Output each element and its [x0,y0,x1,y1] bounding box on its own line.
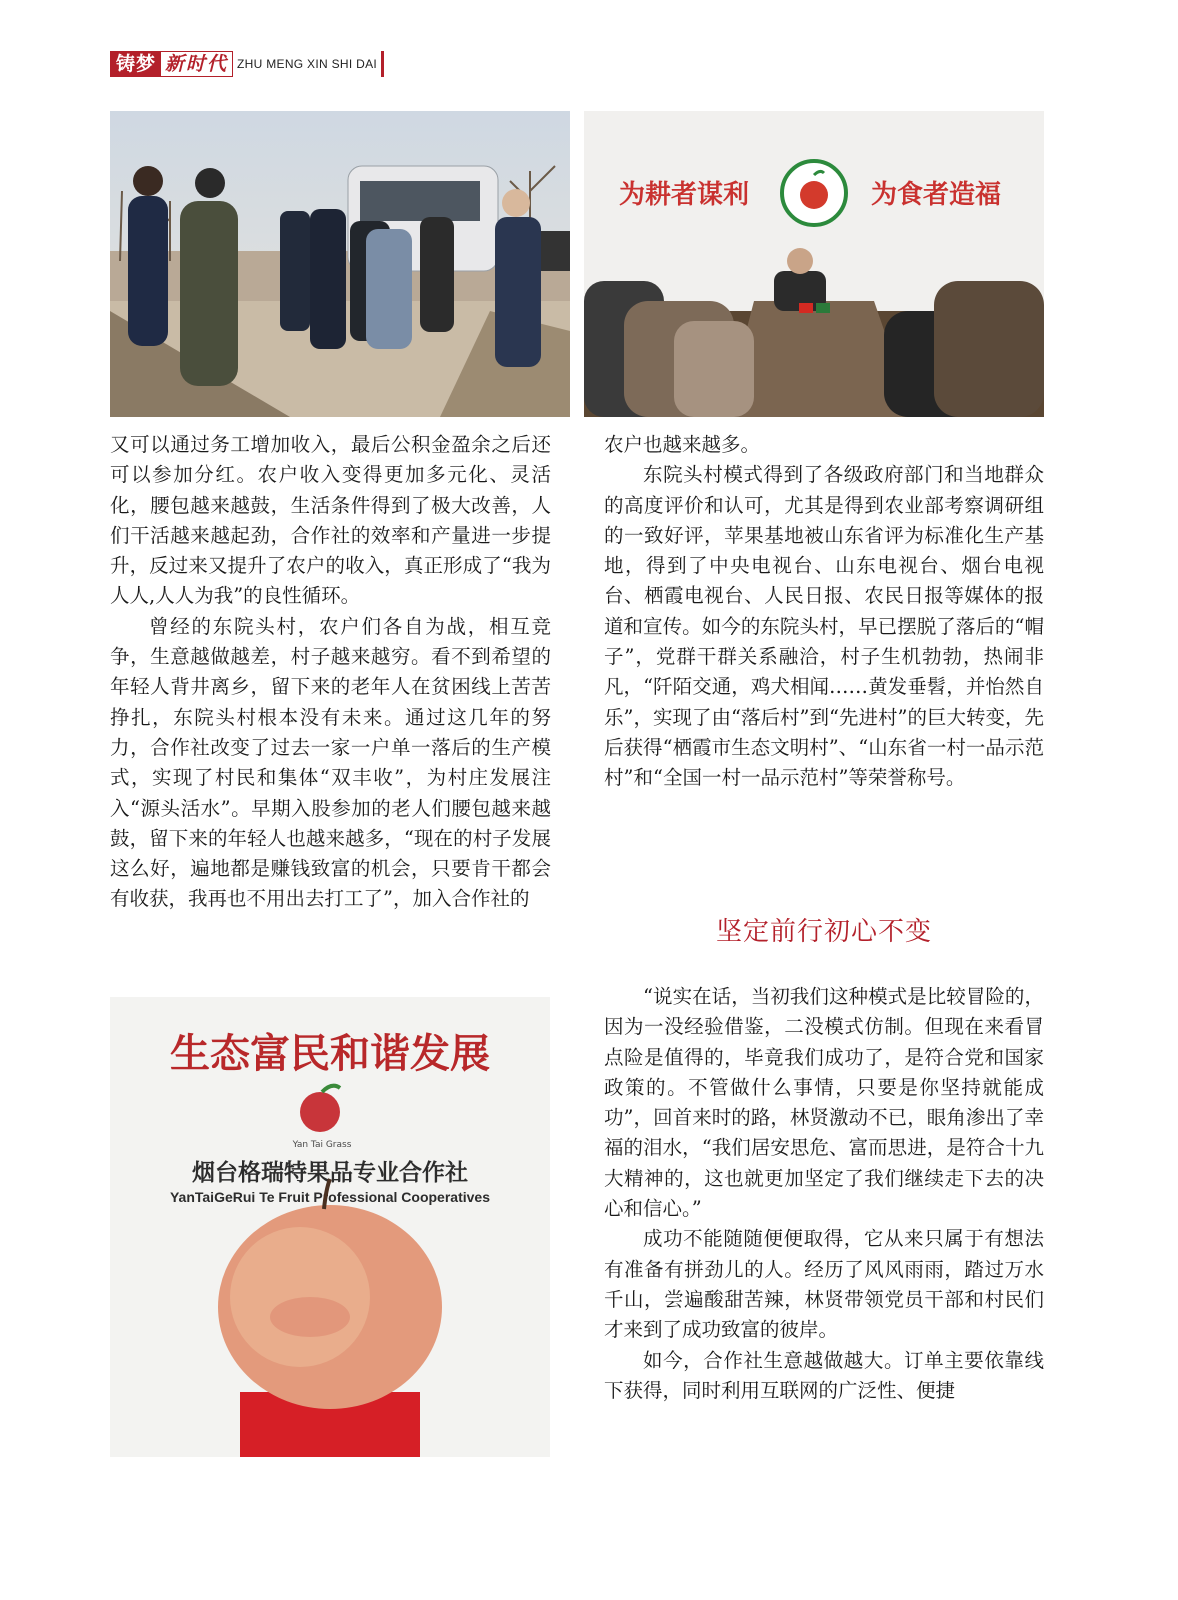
coop-name-en: YanTaiGeRui Te Fruit Professional Cooperatives [169,1189,491,1205]
coop-name-cn: 烟台格瑞特果品专业合作社 [192,1160,468,1186]
brand-pinyin: ZHU MENG XIN SHI DAI [237,57,378,71]
banner-left-text: 为耕者谋利 [618,180,750,210]
right-text-column-bottom [604,982,1044,1406]
coop-slogan-text: 生态富民和谐发展 [170,1031,490,1077]
photo-outdoor-visit [110,111,570,417]
right-paragraph-1: 农户也越来越多。 [604,433,761,456]
right-paragraph-4: 成功不能随随便便取得，它从来只属于有想法有准备有拼劲儿的人。经历了风风雨雨，踏过万水千山，尝遍酸甜苦辣，林贤带领党员干部和村民们才来到了成功致富的彼岸。 [604,1227,1044,1342]
header-bracket [381,51,384,77]
right-paragraph-5: 如今，合作社生意越做越大。订单主要依靠线下获得，同时利用互联网的广泛性、便捷 [604,1348,1044,1402]
apple-logo-icon [300,1092,340,1132]
left-paragraph-2: 曾经的东院头村，农户们各自为战，相互竞争，生意越做越差，村子越来越穷。看不到希望的年轻人背井离乡，留下来的老年人在贫困线上苦苦挣扎，东院头村根本没有未来。通过这几年的努力，合作社改变了过去一家一户单一落后的生产模式，实现了村民和集体“双丰收”，为村庄发展注入“源头活水”。早期入股参加的老人们腰包越来越鼓，留下来的年轻人也越来越多，“现在的村子发展这么好，遍地都是赚钱致富的机会，只要肯干都会有收获，我再也不用出去打工了”，加入合作社的 [110,614,551,911]
right-paragraph-3: “说实在话，当初我们这种模式是比较冒险的，因为一没经验借鉴，二没模式仿制。但现在来看冒点险是值得的，毕竟我们成功了，是符合党和国家政策的。不管做什么事情，只要是你坚持就能成功”，回首来时的路，林贤激动不已，眼角渗出了幸福的泪水，“我们居安思危、富而思进，是符合十九大精神的，这也就更加坚定了我们继续走下去的决心和信心。” [604,985,1044,1221]
magazine-header [110,51,384,77]
svg-text:Yan Tai Grass: Yan Tai Grass [292,1140,352,1150]
right-paragraph-2: 东院头村模式得到了各级政府部门和当地群众的高度评价和认可，尤其是得到农业部考察调研组的一致好评，苹果基地被山东省评为标准化生产基地，得到了中央电视台、山东电视台、烟台电视台、栖霞电视台、人民日报、农民日报等媒体的报道和宣传。如今的东院头村，早已摆脱了落后的“帽子”，党群干群关系融洽，村子生机勃勃，热闹非凡，“阡陌交通，鸡犬相闻……黄发垂髫，并怡然自乐”，实现了由“落后村”到“先进村”的巨大转变，先后获得“栖霞市生态文明村”、“山东省一村一品示范村”和“全国一村一品示范村”等荣誉称号。 [604,463,1044,790]
photo-meeting-room [584,111,1044,417]
section-title: 坚定前行初心不变 [715,917,932,947]
left-text-column [110,430,551,915]
brand-white-label: 新时代 [161,51,233,77]
photo-giant-apple [110,997,550,1457]
right-text-column-top [604,430,1044,794]
banner-right-text: 为食者造福 [870,180,1002,210]
left-paragraph-1: 又可以通过务工增加收入，最后公积金盈余之后还可以参加分红。农户收入变得更加多元化、灵活化，腰包越来越鼓，生活条件得到了极大改善，人们干活越来越起劲，合作社的效率和产量进一步提升，反过来又提升了农户的收入，真正形成了“我为人人,人人为我”的良性循环。 [110,433,551,608]
brand-red-label: 铸梦 [110,51,161,77]
